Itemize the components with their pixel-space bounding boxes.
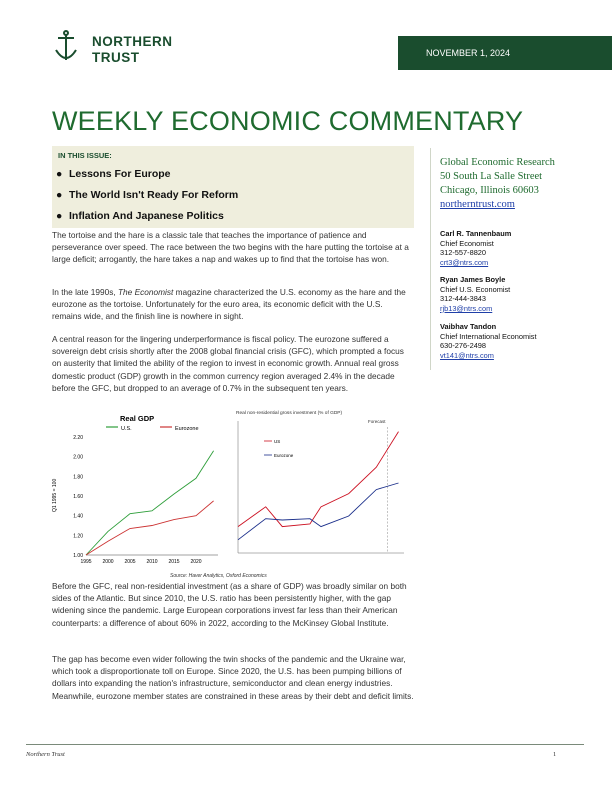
chart2-title: Real non-residential gross investment (% of GDP) [236, 411, 343, 416]
bullet-icon: ● [56, 189, 63, 201]
page-number: 1 [553, 751, 557, 758]
legend-us: U.S. [121, 426, 132, 432]
contact-card [440, 229, 511, 267]
chart2-annotation: Forecast [368, 419, 386, 424]
website-link[interactable]: northerntrust.com [440, 199, 515, 210]
issue-item[interactable]: ● Lessons For Europe [56, 168, 171, 180]
chart2-lines [238, 432, 399, 540]
street-address: 50 South La Salle Street [440, 171, 543, 182]
brand-line2: TRUST [92, 50, 140, 65]
chart-source: Source: Haver Analytics, Oxford Economics [170, 573, 267, 579]
brand-name [92, 34, 173, 66]
paragraph: The tortoise and the hare is a classic tale that teaches the importance of patience and perseverance over speed. The race between the two begins with the hare putting the tortoise at a large deficit; arrogantly, the hare takes a nap and wakes up to find that the tortoise has won. [52, 230, 409, 265]
contact-card [440, 322, 537, 360]
footer-brand: Northern Trust [26, 751, 65, 758]
chart1-series-line [86, 501, 214, 555]
brand-line1: NORTHERN [92, 34, 173, 49]
contact-card [440, 275, 510, 313]
contact-email[interactable]: rjb13@ntrs.com [440, 303, 493, 313]
chart2-series-line [238, 432, 399, 527]
chart1-x-tick: 2015 [168, 559, 180, 565]
chart1-x-tick: 2010 [146, 559, 158, 565]
chart1-ylabel: Q1 1995 = 100 [52, 478, 58, 512]
chart2-axes [238, 421, 404, 553]
contact-email[interactable]: vt141@ntrs.com [440, 350, 494, 360]
sidebar-address [440, 156, 600, 212]
chart1-y-tick: 1.60 [73, 494, 83, 500]
date-banner [398, 36, 612, 70]
chart1-x-tick: 2000 [102, 559, 114, 565]
chart1-lines [86, 451, 214, 555]
chart1-x-tick: 2020 [190, 559, 202, 565]
footer-rule [26, 744, 584, 745]
bullet-icon: ● [56, 210, 63, 222]
contact-name: Ryan James Boyle [440, 275, 506, 284]
chart1-y-tick: 1.20 [73, 533, 83, 540]
chart1-title: Real GDP [120, 414, 155, 423]
publication-date: NOVEMBER 1, 2024 [426, 48, 511, 58]
chart1-x-tick: 2005 [124, 559, 136, 565]
contact-title: Chief International Economist [440, 331, 537, 341]
paragraph: The gap has become even wider following the twin shocks of the pandemic and the Ukraine war, which took a disproportionate toll on Europe. Since 2020, the U.S. has been pumping billions of dollars into expanding the nation's infrastructure, semiconductor and clean energy industries. Meanwhile, eurozone member states are constrained in these areas by their debt and deficit limits. [52, 654, 414, 701]
chart1-y-tick: 1.80 [73, 474, 83, 481]
paragraph: A central reason for the lingering underperformance is fiscal policy. The eurozone suffered a sovereign debt crisis shortly after the 2008 global financial crisis (GFC), which prompted a focus on austerity that limited the ability of the region to invest in economic growth. Annual real gross domestic product (GDP) growth in the common currency region averaged 2.4% in the decade before the GFC, but dropped to an average of 0.7% in the subsequent ten years. [52, 334, 404, 393]
bullet-icon: ● [56, 168, 63, 180]
contact-name: Carl R. Tannenbaum [440, 229, 512, 238]
chart1-x-tick: 1995 [80, 559, 92, 565]
chart1-y-tick: 1.00 [73, 553, 83, 559]
paragraph: In the late 1990s, The Economist magazine characterized the U.S. economy as the hare and the eurozone as the tortoise. Unfortunately for the euro area, its economic deficit with the U.S. remains wide, and the finish line is nowhere in sight. [52, 287, 406, 322]
contact-email[interactable]: crt3@ntrs.com [440, 257, 489, 267]
issue-label: IN THIS ISSUE: [58, 151, 112, 160]
org-name: Global Economic Research [440, 157, 555, 168]
issue-item[interactable]: ● Inflation And Japanese Politics [56, 210, 224, 222]
legend-us: US [274, 439, 281, 444]
page-title: WEEKLY ECONOMIC COMMENTARY [52, 106, 524, 136]
chart1-y-tick: 2.00 [73, 454, 83, 461]
contact-phone: 312-557-8820 [440, 248, 487, 258]
contact-title: Chief Economist [440, 238, 494, 248]
legend-eurozone: Eurozone [274, 453, 294, 458]
chart1-series-line [86, 451, 214, 555]
paragraph: Before the GFC, real non-residential investment (as a share of GDP) was broadly similar on both sides of the Atlantic. But since 2010, the U.S. ratio has been persistently higher, with the gap widening since the pandemic. Large European corporations invest far less than their American counterparts: a difference of about 60% in 2022, according to the McKinsey Global Institute. [52, 581, 407, 628]
contact-title: Chief U.S. Economist [440, 284, 511, 294]
issue-item[interactable]: ● The World Isn't Ready For Reform [56, 189, 239, 201]
contact-name: Vaibhav Tandon [440, 322, 497, 331]
charts-figure [52, 407, 412, 581]
city-address: Chicago, Illinois 60603 [440, 185, 539, 196]
chart1-y-tick: 2.20 [73, 435, 83, 441]
chart1-y-tick: 1.40 [73, 513, 83, 520]
legend-eurozone: Eurozone [175, 426, 199, 432]
contact-phone: 312-444-3843 [440, 294, 487, 304]
contact-phone: 630-276-2498 [440, 341, 487, 351]
sidebar-divider [430, 148, 431, 370]
